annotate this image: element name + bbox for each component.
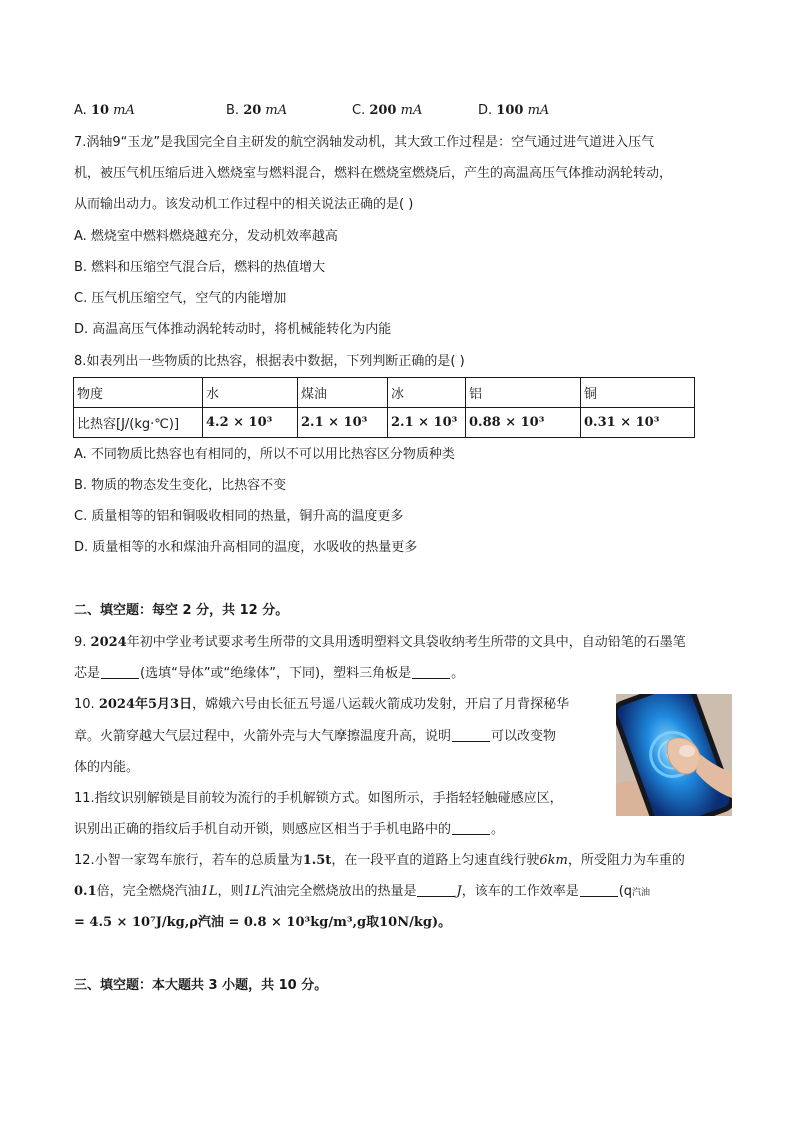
q7-stem-line3: 从而输出动力。该发动机工作过程中的相关说法正确的是( )	[74, 197, 414, 212]
q7-option-c: C. 压气机压缩空气，空气的内能增加	[74, 291, 287, 306]
q11-blank[interactable]	[452, 820, 490, 835]
table-header-cell: 煤油	[298, 378, 388, 408]
q6-option-c: C. 200 mA	[352, 103, 423, 118]
table-cell: 2.1 × 10³	[388, 408, 466, 438]
q6-options	[74, 101, 734, 121]
table-cell: 0.31 × 10³	[581, 408, 695, 438]
table-header-cell: 铜	[581, 378, 695, 408]
table-cell: 4.2 × 10³	[203, 408, 298, 438]
q9-blank-1[interactable]	[101, 664, 139, 679]
q8-stem: 8.如表列出一些物质的比热容，根据表中数据，下列判断正确的是( )	[74, 354, 465, 369]
q6-option-a: A. 10 mA	[74, 103, 135, 118]
fingerprint-phone-image	[616, 694, 732, 816]
table-header-row	[74, 378, 695, 408]
q7-stem-line1: 7.涡轴9“玉龙”是我国完全自主研发的航空涡轴发动机，其大致工作过程是：空气通过进气道进入压气	[74, 135, 655, 150]
specific-heat-table	[73, 377, 695, 438]
table-header-cell: 冰	[388, 378, 466, 408]
q12-blank-efficiency[interactable]	[580, 882, 618, 897]
q11-line1: 11.指纹识别解锁是目前较为流行的手机解锁方式。如图所示，手指轻轻触碰感应区，	[74, 791, 563, 806]
q10-line2: 章。火箭穿越大气层过程中，火箭外壳与大气摩擦温度升高，说明 可以改变物	[74, 729, 557, 744]
q9-line1: 9. 2024年初中学业考试要求考生所带的文具用透明塑料文具袋收纳考生所带的文具中，自动铅笔的石墨笔	[74, 635, 686, 650]
q7-option-b: B. 燃料和压缩空气混合后，燃料的热值增大	[74, 260, 326, 275]
table-header-cell: 铝	[466, 378, 581, 408]
q10-line1: 10. 2024年5月3日，嫦娥六号由长征五号遥八运载火箭成功发射，开启了月背探秘华	[74, 697, 570, 712]
phone-illustration	[616, 694, 732, 816]
q7-option-d: D. 高温高压气体推动涡轮转动时，将机械能转化为内能	[74, 322, 392, 337]
q11-line2: 识别出正确的指纹后手机自动开锁，则感应区相当于手机电路中的 。	[74, 822, 505, 837]
q8-option-c: C. 质量相等的铝和铜吸收相同的热量，铜升高的温度更多	[74, 509, 404, 524]
table-row	[74, 408, 695, 438]
q12-blank-heat[interactable]	[417, 882, 455, 897]
table-header-cell: 水	[203, 378, 298, 408]
q10-line3: 体的内能。	[74, 760, 140, 775]
q9-blank-2[interactable]	[412, 664, 450, 679]
q8-option-b: B. 物质的物态发生变化，比热容不变	[74, 478, 287, 493]
q6-option-b: B. 20 mA	[226, 103, 288, 118]
q7-option-a: A. 燃烧室中燃料燃烧越充分，发动机效率越高	[74, 229, 338, 244]
q12-line2: 0.1倍，完全燃烧汽油1L，则1L汽油完全燃烧放出的热量是 J，该车的工作效率是 (q汽油	[74, 884, 651, 899]
q12-line3: = 4.5 × 10⁷J/kg,ρ汽油 = 0.8 × 10³kg/m³,g取10N/kg)。	[74, 915, 452, 930]
table-header-cell: 物度	[74, 378, 203, 408]
table-cell: 2.1 × 10³	[298, 408, 388, 438]
section-3-heading: 三、填空题：本大题共 3 小题，共 10 分。	[74, 978, 328, 993]
q8-option-d: D. 质量相等的水和煤油升高相同的温度，水吸收的热量更多	[74, 540, 418, 555]
q12-line1: 12.小智一家驾车旅行，若车的总质量为1.5t，在一段平直的道路上匀速直线行驶6km，所受阻力为车重的	[74, 853, 685, 868]
q8-option-a: A. 不同物质比热容也有相同的，所以不可以用比热容区分物质种类	[74, 447, 455, 462]
table-row-label: 比热容[J/(kg·℃)]	[74, 408, 203, 438]
section-2-heading: 二、填空题：每空 2 分，共 12 分。	[74, 603, 289, 618]
q10-blank[interactable]	[452, 727, 490, 742]
table-cell: 0.88 × 10³	[466, 408, 581, 438]
q7-stem-line2: 机，被压气机压缩后进入燃烧室与燃料混合，燃料在燃烧室燃烧后，产生的高温高压气体推动涡轮转动，	[74, 166, 673, 181]
q9-line2: 芯是 (选填“导体”或“绝缘体”，下同)，塑料三角板是 。	[74, 666, 465, 681]
q6-option-d: D. 100 mA	[478, 103, 550, 118]
